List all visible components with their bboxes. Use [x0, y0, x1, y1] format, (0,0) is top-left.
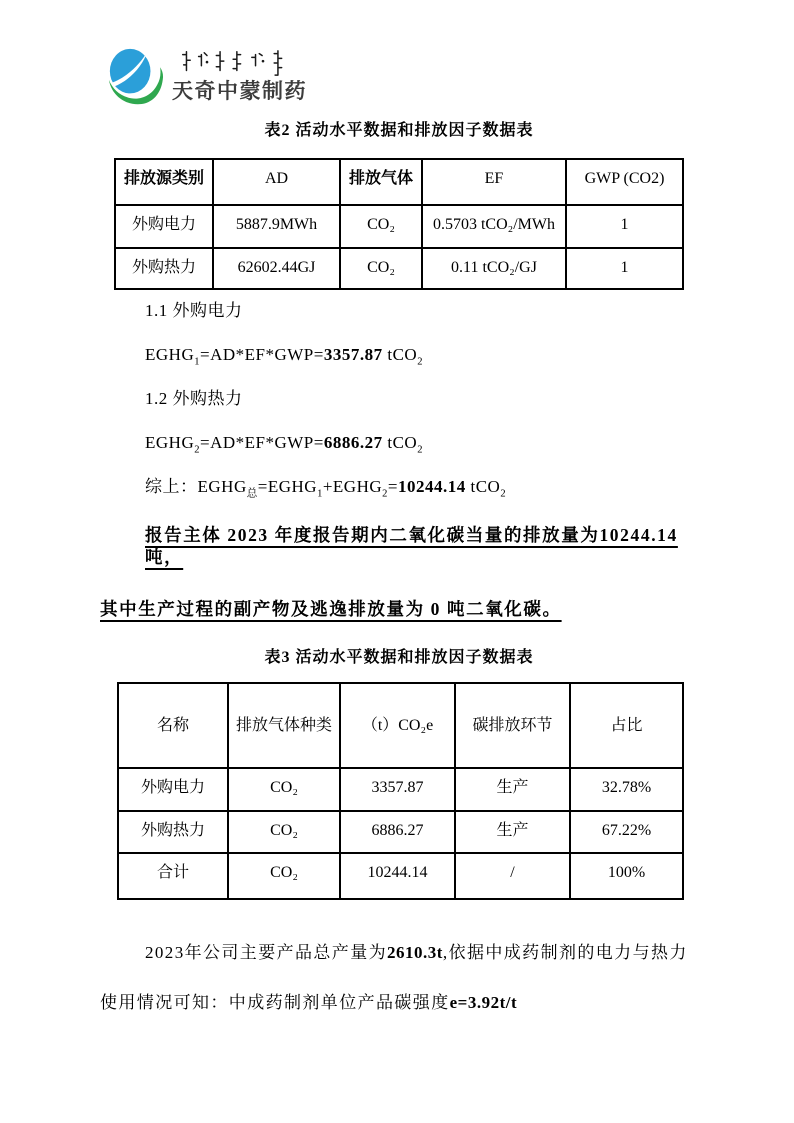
formula-subscript: 总	[246, 488, 258, 500]
closing-paragraph-line1	[145, 942, 698, 964]
table-cell: 3357.87	[340, 768, 455, 811]
col-header: AD	[213, 159, 340, 205]
company-name: 天奇中蒙制药	[172, 80, 307, 103]
formula-term: =EGHG	[257, 477, 318, 496]
formula-expression: =AD*EF*GWP=	[199, 433, 324, 452]
table-cell: 外购电力	[118, 768, 228, 811]
closing-text: ,依据中成药制剂的电力与热力	[442, 943, 688, 962]
formula-unit: tCO	[465, 477, 501, 496]
table2-activity-data	[114, 158, 684, 290]
formula-subscript: 1	[317, 488, 323, 500]
formula-unit-subscript: 2	[417, 356, 423, 368]
formula-subscript: 1	[194, 356, 200, 368]
col-header: 排放气体	[340, 159, 422, 205]
table-cell: 0.11 tCO₂/GJ	[422, 248, 566, 289]
col-header: （t）CO₂e	[340, 683, 455, 768]
table-cell: CO₂	[228, 853, 340, 899]
formula-expression: =AD*EF*GWP=	[199, 345, 324, 364]
production-total-value: 2610.3t	[387, 943, 443, 962]
table-cell: 0.5703 tCO₂/MWh	[422, 205, 566, 248]
mongolian-script-icon	[176, 49, 294, 77]
col-header: 排放源类别	[115, 159, 213, 205]
carbon-intensity-value: e=3.92t/t	[449, 993, 518, 1012]
formula-unit-subscript: 2	[417, 444, 423, 456]
formula-unit: tCO	[382, 433, 418, 452]
summary-prefix: 综上：	[145, 477, 198, 496]
emission-statement-line1: 报告主体 2023 年度报告期内二氧化碳当量的排放量为10244.14吨，	[145, 525, 678, 567]
table-cell: 生产	[455, 768, 570, 811]
formula-value: 6886.27	[323, 433, 383, 452]
company-logo	[106, 45, 307, 107]
formula-term: EGHG	[197, 477, 247, 496]
formula-unit-subscript: 2	[500, 488, 507, 500]
col-header: 碳排放环节	[455, 683, 570, 768]
table-row	[118, 768, 683, 811]
table-header-row	[118, 683, 683, 768]
table-cell: CO₂	[228, 768, 340, 811]
table-cell: 62602.44GJ	[213, 248, 340, 289]
formula-eghg-total	[145, 476, 698, 498]
col-header: GWP (CO2)	[566, 159, 683, 205]
table-cell: /	[455, 853, 570, 899]
table-cell: 10244.14	[340, 853, 455, 899]
table-cell: CO₂	[228, 811, 340, 853]
formula-term: EGHG	[145, 345, 195, 364]
formula-value: 3357.87	[323, 345, 383, 364]
table-row	[118, 811, 683, 853]
formula-term: EGHG	[145, 433, 195, 452]
table-cell: CO₂	[340, 205, 422, 248]
section-heading-1-1: 1.1 外购电力	[145, 301, 243, 320]
closing-text: 使用情况可知：中成药制剂单位产品碳强度	[100, 993, 450, 1012]
col-header: 排放气体种类	[228, 683, 340, 768]
table-header-row	[115, 159, 683, 205]
logo-globe-icon	[106, 45, 164, 107]
table-cell: 1	[566, 205, 683, 248]
table-cell: 6886.27	[340, 811, 455, 853]
table2-title: 表2 活动水平数据和排放因子数据表	[264, 122, 534, 139]
formula-subscript: 2	[382, 488, 388, 500]
table3-title: 表3 活动水平数据和排放因子数据表	[264, 649, 534, 666]
table-cell: 67.22%	[570, 811, 683, 853]
formula-eghg1	[145, 344, 698, 366]
table-row	[115, 205, 683, 248]
table-cell: 外购电力	[115, 205, 213, 248]
table-cell: 外购热力	[115, 248, 213, 289]
emission-statement-line2: 其中生产过程的副产物及逃逸排放量为 0 吨二氧化碳。	[100, 599, 562, 619]
formula-term: +EGHG	[322, 477, 383, 496]
closing-text: 2023年公司主要产品总产量为	[145, 943, 387, 962]
col-header: EF	[422, 159, 566, 205]
table-cell: 外购热力	[118, 811, 228, 853]
col-header: 占比	[570, 683, 683, 768]
table-cell: CO₂	[340, 248, 422, 289]
table3-emission-breakdown	[117, 682, 684, 900]
formula-unit: tCO	[382, 345, 418, 364]
formula-eghg2	[145, 432, 698, 454]
table-cell: 100%	[570, 853, 683, 899]
section-heading-1-2: 1.2 外购热力	[145, 389, 243, 408]
col-header: 名称	[118, 683, 228, 768]
table-cell: 1	[566, 248, 683, 289]
table-cell: 32.78%	[570, 768, 683, 811]
table-cell: 5887.9MWh	[213, 205, 340, 248]
table-cell: 合计	[118, 853, 228, 899]
formula-subscript: 2	[194, 444, 200, 456]
table-row	[118, 853, 683, 899]
formula-value: 10244.14	[398, 477, 466, 496]
closing-paragraph-line2	[100, 992, 698, 1014]
table-row	[115, 248, 683, 289]
formula-equals: =	[387, 477, 398, 496]
table-cell: 生产	[455, 811, 570, 853]
